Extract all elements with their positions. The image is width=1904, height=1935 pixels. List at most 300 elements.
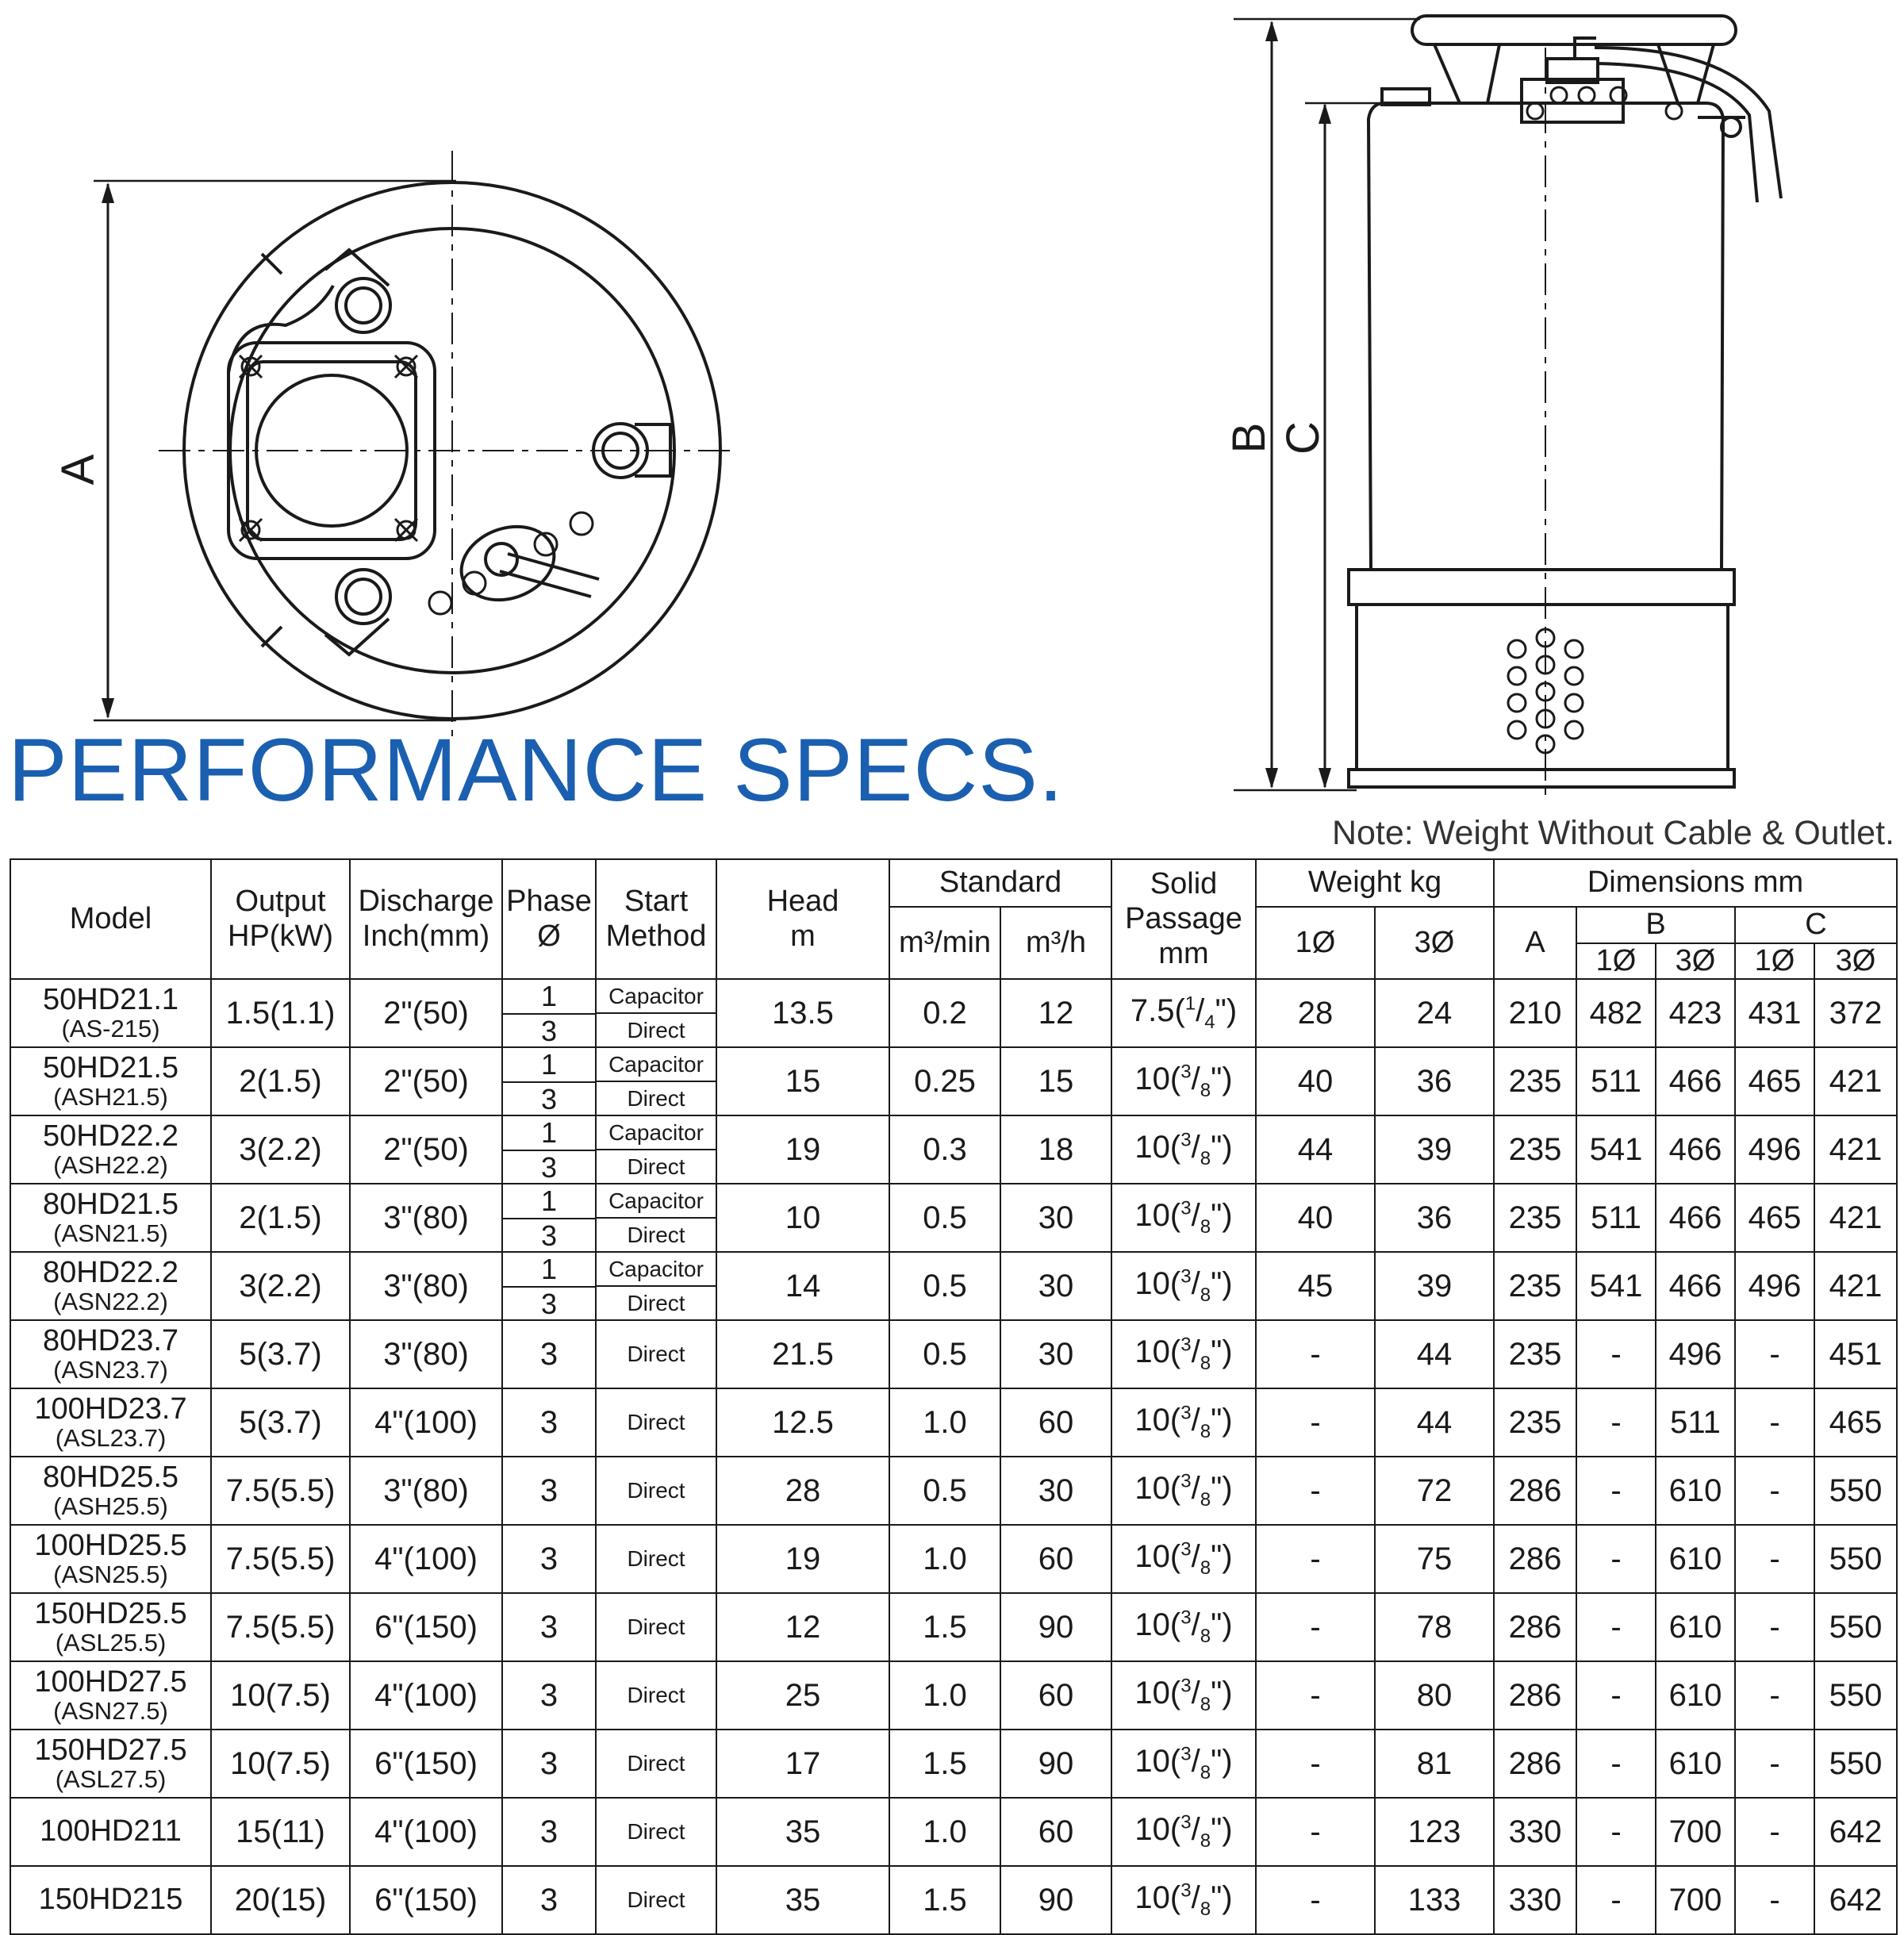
model-name: 80HD21.5	[42, 1188, 179, 1222]
flow-m3min-cell: 0.5	[889, 1184, 1000, 1252]
flow-m3h-cell: 90	[1000, 1866, 1111, 1934]
table-row	[10, 1866, 1897, 1934]
start-method-cell	[596, 1184, 716, 1252]
output-cell: 2(1.5)	[211, 1184, 350, 1252]
weight-3ph-cell: 81	[1375, 1730, 1494, 1798]
phase-cell	[502, 1184, 596, 1252]
output-cell: 3(2.2)	[211, 1252, 350, 1320]
dim-c-3ph-cell: 465	[1814, 1388, 1897, 1457]
discharge-cell: 4"(100)	[350, 1388, 502, 1457]
weight-1ph-cell: 40	[1256, 1184, 1375, 1252]
dim-b-1ph-cell: 511	[1576, 1184, 1656, 1252]
model-cell	[10, 1388, 211, 1457]
dim-a-cell: 286	[1494, 1457, 1576, 1525]
discharge-cell: 6"(150)	[350, 1593, 502, 1661]
flow-m3min-cell: 0.5	[889, 1320, 1000, 1388]
side-view-drawing	[0, 0, 1904, 809]
dim-b-3ph-cell: 511	[1656, 1388, 1735, 1457]
dim-b-3ph-cell: 423	[1656, 979, 1735, 1047]
model-cell	[10, 1866, 211, 1934]
table-row	[10, 1525, 1897, 1593]
flow-m3h-cell: 18	[1000, 1115, 1111, 1184]
start-method-cell-value-2: Direct	[627, 1085, 685, 1111]
dim-a-cell: 235	[1494, 1388, 1576, 1457]
dimension-a-label: A	[52, 454, 104, 486]
weight-1ph-cell: -	[1256, 1388, 1375, 1457]
dimension-c-label: C	[1277, 421, 1329, 455]
output-cell: 5(3.7)	[211, 1388, 350, 1457]
start-method-cell-value-2: Direct	[627, 1290, 685, 1315]
dim-b-1ph-cell: -	[1576, 1388, 1656, 1457]
dim-c-1ph-cell: 431	[1735, 979, 1814, 1047]
flow-m3h-cell: 30	[1000, 1457, 1111, 1525]
phase-cell-value-1: 1	[503, 980, 595, 1015]
phase-cell-value-2: 3	[540, 1219, 558, 1253]
header-discharge: Discharge Inch(mm)	[350, 859, 502, 979]
header-dim-b-3ph: 3Ø	[1656, 943, 1735, 980]
dim-a-cell: 235	[1494, 1252, 1576, 1320]
flow-m3h-cell: 90	[1000, 1730, 1111, 1798]
model-name: 100HD23.7	[34, 1392, 187, 1426]
dim-a-cell: 235	[1494, 1320, 1576, 1388]
dim-c-3ph-cell: 421	[1814, 1047, 1897, 1115]
dim-b-3ph-cell: 610	[1656, 1730, 1735, 1798]
weight-3ph-cell: 133	[1375, 1866, 1494, 1934]
phase-cell: 3	[502, 1320, 596, 1388]
flow-m3h-cell: 60	[1000, 1661, 1111, 1730]
model-alt-name: (AS-215)	[61, 1015, 160, 1043]
dim-b-3ph-cell: 610	[1656, 1661, 1735, 1730]
model-name: 150HD27.5	[34, 1733, 187, 1768]
phase-cell: 3	[502, 1525, 596, 1593]
start-method-cell-value-1: Capacitor	[597, 1048, 716, 1082]
table-row	[10, 1798, 1897, 1866]
model-name: 50HD21.1	[42, 983, 179, 1017]
dim-c-3ph-cell: 550	[1814, 1525, 1897, 1593]
phase-cell: 3	[502, 1730, 596, 1798]
start-method-cell	[596, 1047, 716, 1115]
start-method-cell: Direct	[596, 1661, 716, 1730]
header-weight-3ph: 3Ø	[1375, 907, 1494, 979]
flow-m3h-cell: 30	[1000, 1320, 1111, 1388]
flow-m3min-cell: 1.5	[889, 1593, 1000, 1661]
discharge-cell: 3"(80)	[350, 1320, 502, 1388]
dim-b-3ph-cell: 700	[1656, 1866, 1735, 1934]
weight-3ph-cell: 39	[1375, 1252, 1494, 1320]
weight-3ph-cell: 44	[1375, 1320, 1494, 1388]
dim-c-1ph-cell: -	[1735, 1457, 1814, 1525]
dim-b-1ph-cell: -	[1576, 1593, 1656, 1661]
table-row	[10, 1320, 1897, 1388]
dim-c-3ph-cell: 550	[1814, 1593, 1897, 1661]
flow-m3min-cell: 0.25	[889, 1047, 1000, 1115]
dim-b-3ph-cell: 466	[1656, 1047, 1735, 1115]
model-alt-name: (ASH25.5)	[53, 1492, 168, 1521]
output-cell: 2(1.5)	[211, 1047, 350, 1115]
start-method-cell	[596, 1115, 716, 1184]
model-cell	[10, 1661, 211, 1730]
header-weight: Weight kg	[1256, 859, 1494, 907]
head-cell: 10	[716, 1184, 889, 1252]
start-method-cell: Direct	[596, 1388, 716, 1457]
weight-1ph-cell: -	[1256, 1525, 1375, 1593]
header-start-method: Start Method	[596, 859, 716, 979]
phase-cell: 3	[502, 1866, 596, 1934]
head-cell: 14	[716, 1252, 889, 1320]
dim-c-1ph-cell: 496	[1735, 1115, 1814, 1184]
weight-note: Note: Weight Without Cable & Outlet.	[1331, 814, 1894, 852]
model-alt-name: (ASL27.5)	[55, 1765, 167, 1794]
dim-c-3ph-cell: 421	[1814, 1184, 1897, 1252]
solid-passage-cell: $10(^3/_8")$	[1111, 1661, 1256, 1730]
model-cell	[10, 1525, 211, 1593]
dim-a-cell: 286	[1494, 1730, 1576, 1798]
start-method-cell: Direct	[596, 1593, 716, 1661]
dim-b-1ph-cell: 541	[1576, 1252, 1656, 1320]
start-method-cell-value-1: Capacitor	[597, 1184, 716, 1219]
model-alt-name: (ASL23.7)	[55, 1424, 167, 1453]
phase-cell: 3	[502, 1593, 596, 1661]
head-cell: 25	[716, 1661, 889, 1730]
output-cell: 7.5(5.5)	[211, 1457, 350, 1525]
header-dim-a: A	[1494, 907, 1576, 979]
model-alt-name: (ASL25.5)	[55, 1629, 167, 1657]
solid-passage-cell: $10(^3/_8")$	[1111, 1388, 1256, 1457]
flow-m3min-cell: 0.5	[889, 1457, 1000, 1525]
solid-passage-cell: $10(^3/_8")$	[1111, 1047, 1256, 1115]
phase-cell-value-2: 3	[540, 1015, 558, 1048]
dim-c-3ph-cell: 372	[1814, 979, 1897, 1047]
weight-1ph-cell: 45	[1256, 1252, 1375, 1320]
flow-m3h-cell: 90	[1000, 1593, 1111, 1661]
head-cell: 12.5	[716, 1388, 889, 1457]
header-standard: Standard	[889, 859, 1111, 907]
header-weight-1ph: 1Ø	[1256, 907, 1375, 979]
dim-c-1ph-cell: -	[1735, 1593, 1814, 1661]
dim-a-cell: 235	[1494, 1115, 1576, 1184]
model-cell	[10, 1593, 211, 1661]
model-name: 50HD22.2	[42, 1119, 179, 1154]
model-alt-name: (ASN22.2)	[53, 1288, 168, 1316]
discharge-cell: 4"(100)	[350, 1798, 502, 1866]
dim-b-1ph-cell: 511	[1576, 1047, 1656, 1115]
dim-b-1ph-cell: -	[1576, 1798, 1656, 1866]
head-cell: 12	[716, 1593, 889, 1661]
start-method-cell	[596, 1252, 716, 1320]
discharge-cell: 3"(80)	[350, 1457, 502, 1525]
head-cell: 13.5	[716, 979, 889, 1047]
model-name: 80HD23.7	[42, 1324, 179, 1358]
flow-m3min-cell: 1.5	[889, 1866, 1000, 1934]
solid-passage-cell: $10(^3/_8")$	[1111, 1730, 1256, 1798]
flow-m3h-cell: 60	[1000, 1388, 1111, 1457]
dim-b-3ph-cell: 610	[1656, 1525, 1735, 1593]
weight-1ph-cell: -	[1256, 1661, 1375, 1730]
discharge-cell: 3"(80)	[350, 1252, 502, 1320]
weight-1ph-cell: 44	[1256, 1115, 1375, 1184]
start-method-cell-value-1: Capacitor	[597, 1116, 716, 1150]
weight-1ph-cell: -	[1256, 1798, 1375, 1866]
discharge-cell: 2"(50)	[350, 1047, 502, 1115]
flow-m3min-cell: 1.5	[889, 1730, 1000, 1798]
dim-c-3ph-cell: 642	[1814, 1798, 1897, 1866]
dim-c-3ph-cell: 550	[1814, 1730, 1897, 1798]
header-dim-c-1ph: 1Ø	[1735, 943, 1814, 980]
discharge-cell: 4"(100)	[350, 1525, 502, 1593]
weight-3ph-cell: 75	[1375, 1525, 1494, 1593]
header-phase: Phase Ø	[502, 859, 596, 979]
weight-3ph-cell: 80	[1375, 1661, 1494, 1730]
model-cell	[10, 1320, 211, 1388]
dim-c-3ph-cell: 550	[1814, 1457, 1897, 1525]
phase-cell: 3	[502, 1457, 596, 1525]
phase-cell	[502, 1047, 596, 1115]
header-dim-c: C	[1735, 907, 1897, 943]
model-name: 80HD22.2	[42, 1256, 179, 1290]
solid-passage-cell: $10(^3/_8")$	[1111, 1798, 1256, 1866]
phase-cell: 3	[502, 1798, 596, 1866]
flow-m3min-cell: 0.2	[889, 979, 1000, 1047]
start-method-cell-value-2: Direct	[627, 1222, 685, 1247]
phase-cell: 3	[502, 1388, 596, 1457]
output-cell: 3(2.2)	[211, 1115, 350, 1184]
dimension-b-label: B	[1223, 422, 1275, 454]
dim-b-3ph-cell: 466	[1656, 1184, 1735, 1252]
solid-passage-cell: $10(^3/_8")$	[1111, 1593, 1256, 1661]
dim-c-1ph-cell: -	[1735, 1661, 1814, 1730]
output-cell: 10(7.5)	[211, 1730, 350, 1798]
dim-a-cell: 210	[1494, 979, 1576, 1047]
header-output: Output HP(kW)	[211, 859, 350, 979]
dim-b-1ph-cell: -	[1576, 1320, 1656, 1388]
output-cell: 20(15)	[211, 1866, 350, 1934]
model-alt-name: (ASN21.5)	[53, 1219, 168, 1248]
dim-b-3ph-cell: 496	[1656, 1320, 1735, 1388]
dim-a-cell: 286	[1494, 1593, 1576, 1661]
phase-cell	[502, 979, 596, 1047]
discharge-cell: 6"(150)	[350, 1866, 502, 1934]
model-cell	[10, 1798, 211, 1866]
start-method-cell: Direct	[596, 1457, 716, 1525]
model-name: 80HD25.5	[42, 1461, 179, 1495]
dim-c-3ph-cell: 642	[1814, 1866, 1897, 1934]
model-cell	[10, 1047, 211, 1115]
discharge-cell: 4"(100)	[350, 1661, 502, 1730]
phase-cell-value-1: 1	[503, 1184, 595, 1219]
flow-m3h-cell: 12	[1000, 979, 1111, 1047]
flow-m3h-cell: 60	[1000, 1525, 1111, 1593]
weight-1ph-cell: -	[1256, 1866, 1375, 1934]
header-solid-passage: Solid Passage mm	[1111, 859, 1256, 979]
header-dimensions: Dimensions mm	[1494, 859, 1897, 907]
weight-1ph-cell: 40	[1256, 1047, 1375, 1115]
dim-b-1ph-cell: -	[1576, 1866, 1656, 1934]
header-dim-c-3ph: 3Ø	[1814, 943, 1897, 980]
header-dim-b-1ph: 1Ø	[1576, 943, 1656, 980]
weight-3ph-cell: 72	[1375, 1457, 1494, 1525]
phase-cell	[502, 1115, 596, 1184]
solid-passage-cell: $10(^3/_8")$	[1111, 1525, 1256, 1593]
spec-table-body	[10, 979, 1897, 1934]
weight-1ph-cell: -	[1256, 1320, 1375, 1388]
start-method-cell-value-2: Direct	[627, 1154, 685, 1179]
table-row	[10, 1730, 1897, 1798]
solid-passage-cell: $10(^3/_8")$	[1111, 1115, 1256, 1184]
output-cell: 5(3.7)	[211, 1320, 350, 1388]
model-name: 150HD25.5	[34, 1597, 187, 1631]
dim-c-1ph-cell: -	[1735, 1866, 1814, 1934]
dim-b-1ph-cell: 482	[1576, 979, 1656, 1047]
dim-a-cell: 286	[1494, 1525, 1576, 1593]
output-cell: 15(11)	[211, 1798, 350, 1866]
model-name: 100HD27.5	[34, 1665, 187, 1699]
table-row	[10, 1593, 1897, 1661]
header-m3-min: m³/min	[889, 907, 1000, 979]
dim-c-1ph-cell: 465	[1735, 1184, 1814, 1252]
flow-m3min-cell: 1.0	[889, 1661, 1000, 1730]
table-row	[10, 1184, 1897, 1252]
model-name: 100HD25.5	[34, 1529, 187, 1563]
head-cell: 19	[716, 1525, 889, 1593]
dim-b-3ph-cell: 610	[1656, 1593, 1735, 1661]
model-name: 100HD211	[40, 1814, 182, 1849]
start-method-cell-value-1: Capacitor	[597, 1253, 716, 1287]
solid-passage-cell: $10(^3/_8")$	[1111, 1320, 1256, 1388]
header-model: Model	[10, 859, 211, 979]
start-method-cell: Direct	[596, 1730, 716, 1798]
weight-3ph-cell: 36	[1375, 1047, 1494, 1115]
table-row	[10, 1388, 1897, 1457]
phase-cell-value-2: 3	[540, 1288, 558, 1321]
start-method-cell: Direct	[596, 1798, 716, 1866]
start-method-cell-value-2: Direct	[627, 1017, 685, 1042]
dim-b-3ph-cell: 700	[1656, 1798, 1735, 1866]
dim-b-3ph-cell: 610	[1656, 1457, 1735, 1525]
phase-cell	[502, 1252, 596, 1320]
discharge-cell: 3"(80)	[350, 1184, 502, 1252]
weight-3ph-cell: 39	[1375, 1115, 1494, 1184]
phase-cell-value-1: 1	[503, 1116, 595, 1151]
flow-m3h-cell: 60	[1000, 1798, 1111, 1866]
output-cell: 7.5(5.5)	[211, 1525, 350, 1593]
weight-1ph-cell: -	[1256, 1730, 1375, 1798]
start-method-cell: Direct	[596, 1320, 716, 1388]
output-cell: 10(7.5)	[211, 1661, 350, 1730]
performance-specs-title: PERFORMANCE SPECS.	[8, 720, 1065, 820]
head-cell: 35	[716, 1798, 889, 1866]
dim-c-3ph-cell: 421	[1814, 1252, 1897, 1320]
output-cell: 1.5(1.1)	[211, 979, 350, 1047]
head-cell: 19	[716, 1115, 889, 1184]
dim-c-1ph-cell: -	[1735, 1388, 1814, 1457]
table-row	[10, 979, 1897, 1047]
weight-3ph-cell: 44	[1375, 1388, 1494, 1457]
discharge-cell: 2"(50)	[350, 1115, 502, 1184]
weight-1ph-cell: -	[1256, 1457, 1375, 1525]
solid-passage-cell: $10(^3/_8")$	[1111, 1457, 1256, 1525]
header-head: Head m	[716, 859, 889, 979]
dim-c-3ph-cell: 451	[1814, 1320, 1897, 1388]
model-cell	[10, 979, 211, 1047]
flow-m3h-cell: 30	[1000, 1184, 1111, 1252]
head-cell: 35	[716, 1866, 889, 1934]
flow-m3min-cell: 1.0	[889, 1798, 1000, 1866]
output-cell: 7.5(5.5)	[211, 1593, 350, 1661]
model-cell	[10, 1730, 211, 1798]
flow-m3min-cell: 1.0	[889, 1388, 1000, 1457]
model-cell	[10, 1184, 211, 1252]
dim-b-1ph-cell: 541	[1576, 1115, 1656, 1184]
model-alt-name: (ASN23.7)	[53, 1356, 168, 1384]
start-method-cell: Direct	[596, 1525, 716, 1593]
table-row	[10, 1047, 1897, 1115]
phase-cell-value-2: 3	[540, 1151, 558, 1184]
start-method-cell-value-1: Capacitor	[597, 980, 716, 1014]
table-row	[10, 1457, 1897, 1525]
dim-b-3ph-cell: 466	[1656, 1115, 1735, 1184]
table-row	[10, 1661, 1897, 1730]
dim-b-3ph-cell: 466	[1656, 1252, 1735, 1320]
phase-cell: 3	[502, 1661, 596, 1730]
flow-m3min-cell: 0.3	[889, 1115, 1000, 1184]
dim-a-cell: 330	[1494, 1798, 1576, 1866]
phase-cell-value-2: 3	[540, 1083, 558, 1116]
flow-m3h-cell: 30	[1000, 1252, 1111, 1320]
performance-specs-table	[10, 858, 1898, 1935]
dim-c-1ph-cell: -	[1735, 1525, 1814, 1593]
discharge-cell: 2"(50)	[350, 979, 502, 1047]
start-method-cell: Direct	[596, 1866, 716, 1934]
dim-a-cell: 286	[1494, 1661, 1576, 1730]
weight-3ph-cell: 36	[1375, 1184, 1494, 1252]
dim-a-cell: 235	[1494, 1047, 1576, 1115]
weight-1ph-cell: 28	[1256, 979, 1375, 1047]
solid-passage-cell: $10(^3/_8")$	[1111, 1866, 1256, 1934]
start-method-cell	[596, 979, 716, 1047]
dim-a-cell: 235	[1494, 1184, 1576, 1252]
model-cell	[10, 1457, 211, 1525]
dim-c-1ph-cell: 465	[1735, 1047, 1814, 1115]
phase-cell-value-1: 1	[503, 1253, 595, 1288]
dim-b-1ph-cell: -	[1576, 1661, 1656, 1730]
dim-c-3ph-cell: 421	[1814, 1115, 1897, 1184]
model-cell	[10, 1252, 211, 1320]
solid-passage-cell: $10(^3/_8")$	[1111, 1184, 1256, 1252]
flow-m3h-cell: 15	[1000, 1047, 1111, 1115]
model-cell	[10, 1115, 211, 1184]
dim-b-1ph-cell: -	[1576, 1730, 1656, 1798]
model-name: 150HD215	[38, 1883, 183, 1917]
model-alt-name: (ASN25.5)	[53, 1561, 168, 1589]
dim-a-cell: 330	[1494, 1866, 1576, 1934]
flow-m3min-cell: 1.0	[889, 1525, 1000, 1593]
dim-c-1ph-cell: -	[1735, 1320, 1814, 1388]
table-row	[10, 1252, 1897, 1320]
weight-3ph-cell: 123	[1375, 1798, 1494, 1866]
head-cell: 15	[716, 1047, 889, 1115]
solid-passage-cell: $10(^3/_8")$	[1111, 1252, 1256, 1320]
model-alt-name: (ASH21.5)	[53, 1083, 168, 1111]
dim-c-1ph-cell: -	[1735, 1798, 1814, 1866]
weight-3ph-cell: 24	[1375, 979, 1494, 1047]
solid-passage-cell: $7.5(^1/_4")$	[1111, 979, 1256, 1047]
table-row	[10, 1115, 1897, 1184]
model-name: 50HD21.5	[42, 1051, 179, 1085]
dim-c-1ph-cell: -	[1735, 1730, 1814, 1798]
model-alt-name: (ASN27.5)	[53, 1697, 168, 1726]
flow-m3min-cell: 0.5	[889, 1252, 1000, 1320]
head-cell: 21.5	[716, 1320, 889, 1388]
